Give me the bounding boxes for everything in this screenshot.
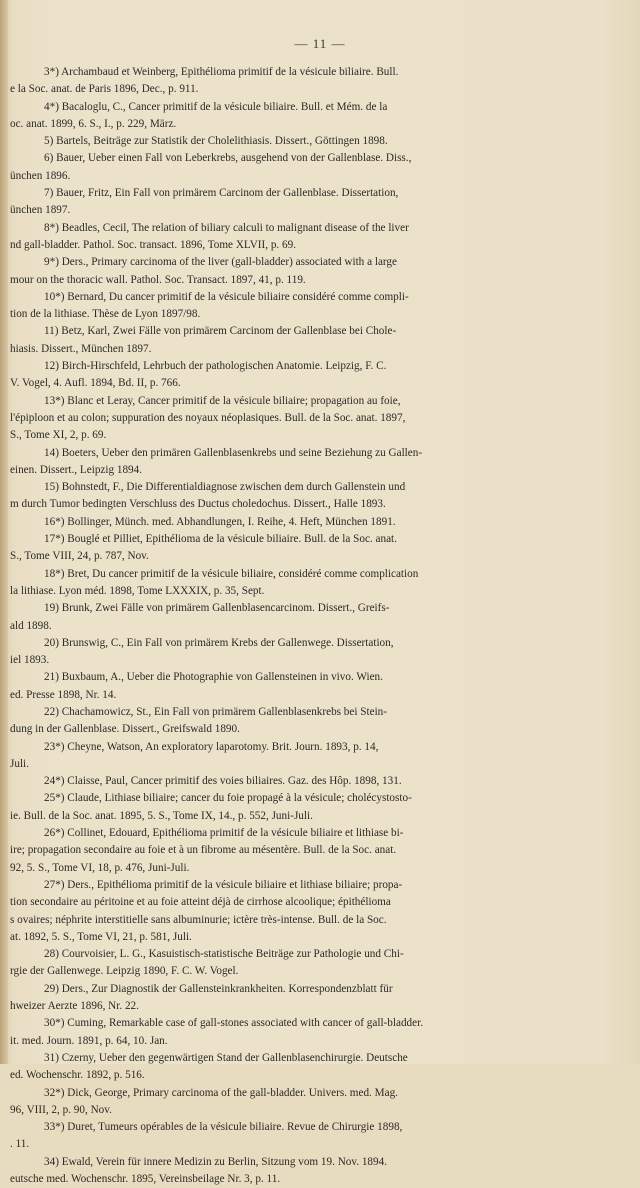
reference-entry	[10, 600, 626, 635]
reference-entry	[10, 220, 626, 255]
reference-first-line: 18*) Bret, Du cancer primitif de la vésicule biliaire, considéré comme complication	[44, 567, 419, 580]
reference-entry	[10, 358, 626, 393]
reference-first-line: 32*) Dick, George, Primary carcinoma of the gall-bladder. Univers. med. Mag.	[44, 1086, 398, 1099]
reference-first-line: 4*) Bacaloglu, C., Cancer primitif de la vésicule biliaire. Bull. et Mém. de la	[44, 100, 388, 113]
reference-first-line: 14) Boeters, Ueber den primären Gallenblasenkrebs und seine Beziehung zu Gallen-	[44, 446, 423, 459]
reference-first-line: 31) Czerny, Ueber den gegenwärtigen Stand der Gallenblasenchirurgie. Deutsche	[44, 1051, 408, 1064]
reference-entry	[10, 566, 626, 601]
reference-first-line: 29) Ders., Zur Diagnostik der Gallensteinkrankheiten. Korrespondenzblatt für	[44, 982, 393, 995]
reference-continuation-line: nd gall-bladder. Pathol. Soc. transact. 1896, Tome XLVII, p. 69.	[10, 238, 297, 251]
reference-first-line: 26*) Collinet, Edouard, Epithélioma primitif de la vésicule biliaire et lithiase bi-	[44, 827, 404, 840]
reference-entry	[10, 981, 626, 1016]
reference-entry	[10, 479, 626, 514]
reference-continuation-line: oc. anat. 1899, 6. S., I., p. 229, März.	[10, 117, 177, 130]
reference-continuation-line: dung in der Gallenblase. Dissert., Greifswald 1890.	[10, 723, 240, 736]
reference-entry	[10, 1154, 626, 1188]
reference-first-line: 21) Buxbaum, A., Ueber die Photographie von Gallensteinen in vivo. Wien.	[44, 671, 383, 684]
reference-entry	[10, 669, 626, 704]
reference-first-line: 30*) Cuming, Remarkable case of gall-stones associated with cancer of gall-bladder.	[44, 1017, 424, 1030]
reference-continuation-line: Juli.	[10, 757, 29, 770]
reference-entry	[10, 1015, 626, 1050]
reference-continuation-line: 96, VIII, 2, p. 90, Nov.	[10, 1103, 112, 1116]
reference-first-line: 23*) Cheyne, Watson, An exploratory laparotomy. Brit. Journ. 1893, p. 14,	[44, 740, 379, 753]
reference-continuation-line: at. 1892, 5. S., Tome VI, 21, p. 581, Juli.	[10, 930, 192, 943]
reference-entry	[10, 99, 626, 134]
reference-continuation-line: ed. Wochenschr. 1892, p. 516.	[10, 1069, 145, 1082]
reference-first-line: 3*) Archambaud et Weinberg, Epithélioma primitif de la vésicule biliaire. Bull.	[44, 66, 399, 78]
reference-first-line: 28) Courvoisier, L. G., Kasuistisch-statistische Beiträge zur Pathologie und Chi-	[44, 948, 404, 961]
reference-continuation-line: e la Soc. anat. de Paris 1896, Dec., p. 911.	[10, 83, 199, 96]
reference-entry	[10, 531, 626, 566]
reference-first-line: 19) Brunk, Zwei Fälle von primärem Gallenblasencarcinom. Dissert., Greifs-	[44, 602, 390, 615]
reference-continuation-line: ie. Bull. de la Soc. anat. 1895, 5. S., Tome IX, 14., p. 552, Juni-Juli.	[10, 809, 313, 822]
reference-first-line: 34) Ewald, Verein für innere Medizin zu Berlin, Sitzung vom 19. Nov. 1894.	[44, 1155, 388, 1168]
reference-entry	[10, 704, 626, 739]
reference-entry	[10, 254, 626, 289]
page-gutter	[0, 0, 8, 1064]
reference-continuation-line: iel 1893.	[10, 654, 50, 667]
reference-continuation-line: ünchen 1896.	[10, 169, 71, 182]
reference-continuation-line: eutsche med. Wochenschr. 1895, Vereinsbeilage Nr. 3, p. 11.	[10, 1173, 281, 1185]
reference-first-line: 8*) Beadles, Cecil, The relation of biliary calculi to malignant disease of the liver	[44, 221, 409, 234]
reference-first-line: 10*) Bernard, Du cancer primitif de la vésicule biliaire considéré comme compli-	[44, 290, 409, 303]
reference-list	[10, 64, 626, 1188]
reference-entry	[10, 289, 626, 324]
reference-continuation-line: ed. Presse 1898, Nr. 14.	[10, 688, 117, 701]
reference-first-line: 22) Chachamowicz, St., Ein Fall von primärem Gallenblasenkrebs bei Stein-	[44, 705, 387, 718]
reference-continuation-line: S., Tome VIII, 24, p. 787, Nov.	[10, 550, 149, 563]
reference-entry	[10, 635, 626, 670]
reference-first-line: 15) Bohnstedt, F., Die Differentialdiagnose zwischen dem durch Gallenstein und	[44, 481, 406, 494]
reference-entry	[10, 877, 626, 946]
reference-first-line: 20) Brunswig, C., Ein Fall von primärem Krebs der Gallenwege. Dissertation,	[44, 636, 394, 649]
reference-first-line: 24*) Claisse, Paul, Cancer primitif des voies biliaires. Gaz. des Hôp. 1898, 131.	[44, 775, 402, 788]
reference-entry	[10, 946, 626, 981]
reference-first-line: 16*) Bollinger, Münch. med. Abhandlungen, I. Reihe, 4. Heft, München 1891.	[44, 515, 396, 528]
reference-entry	[10, 150, 626, 185]
reference-entry	[10, 445, 626, 480]
reference-first-line: 7) Bauer, Fritz, Ein Fall von primärem Carcinom der Gallenblase. Dissertation,	[44, 187, 399, 200]
page-number: — 11 —	[294, 36, 346, 51]
reference-continuation-line: einen. Dissert., Leipzig 1894.	[10, 463, 143, 476]
reference-continuation-line: hiasis. Dissert., München 1897.	[10, 342, 152, 355]
reference-continuation-line: ünchen 1897.	[10, 204, 71, 217]
reference-entry	[10, 133, 626, 150]
reference-continuation-line: rgie der Gallenwege. Leipzig 1890, F. C. W. Vogel.	[10, 965, 239, 978]
reference-entry	[10, 1050, 626, 1085]
reference-entry	[10, 64, 626, 99]
reference-first-line: 6) Bauer, Ueber einen Fall von Leberkrebs, ausgehend von der Gallenblase. Diss.,	[44, 152, 412, 165]
reference-continuation-line: ire; propagation secondaire au foie et à un fibrome au mésentère. Bull. de la Soc. anat.	[10, 844, 397, 857]
reference-first-line: 27*) Ders., Epithélioma primitif de la vésicule biliaire et lithiase biliaire; propa-	[44, 878, 403, 891]
reference-continuation-line: hweizer Aerzte 1896, Nr. 22.	[10, 1000, 139, 1013]
reference-continuation-line: tion de la lithiase. Thèse de Lyon 1897/98.	[10, 308, 201, 321]
reference-continuation-line: mour on the thoracic wall. Pathol. Soc. Transact. 1897, 41, p. 119.	[10, 273, 306, 286]
reference-first-line: 25*) Claude, Lithiase biliaire; cancer du foie propagé à la vésicule; cholécystosto-	[44, 792, 412, 805]
reference-continuation-line: la lithiase. Lyon méd. 1898, Tome LXXXIX, p. 35, Sept.	[10, 584, 265, 597]
reference-first-line: 5) Bartels, Beiträge zur Statistik der Cholelithiasis. Dissert., Göttingen 1898.	[44, 135, 388, 148]
reference-continuation-line: l'épiploon et au colon; suppuration des noyaux néoplasiques. Bull. de la Soc. anat. 1897,	[10, 411, 406, 424]
reference-entry	[10, 393, 626, 445]
reference-entry	[10, 790, 626, 825]
reference-continuation-line: S., Tome XI, 2, p. 69.	[10, 429, 107, 442]
reference-first-line: 12) Birch-Hirschfeld, Lehrbuch der pathologischen Anatomie. Leipzig, F. C.	[44, 360, 387, 373]
reference-continuation-line: s ovaires; néphrite interstitielle sans albuminurie; ictère très-intense. Bull. de la Soc.	[10, 913, 387, 926]
reference-entry	[10, 773, 626, 790]
reference-first-line: 17*) Bouglé et Pilliet, Epithélioma de la vésicule biliaire. Bull. de la Soc. anat.	[44, 533, 397, 546]
reference-entry	[10, 1119, 626, 1154]
reference-first-line: 33*) Duret, Tumeurs opérables de la vésicule biliaire. Revue de Chirurgie 1898,	[44, 1121, 403, 1134]
reference-first-line: 11) Betz, Karl, Zwei Fälle von primärem Carcinom der Gallenblase bei Chole-	[44, 325, 397, 338]
reference-continuation-line: V. Vogel, 4. Aufl. 1894, Bd. II, p. 766.	[10, 377, 181, 390]
reference-entry	[10, 739, 626, 774]
reference-continuation-line: m durch Tumor bedingten Verschluss des Ductus choledochus. Dissert., Halle 1893.	[10, 498, 386, 511]
reference-entry	[10, 185, 626, 220]
reference-entry	[10, 323, 626, 358]
reference-continuation-line: . 11.	[10, 1138, 30, 1151]
reference-entry	[10, 825, 626, 877]
reference-first-line: 13*) Blanc et Leray, Cancer primitif de la vésicule biliaire; propagation au foie,	[44, 394, 401, 407]
reference-continuation-line: ald 1898.	[10, 619, 52, 632]
reference-continuation-line: it. med. Journ. 1891, p. 64, 10. Jan.	[10, 1034, 168, 1047]
reference-first-line: 9*) Ders., Primary carcinoma of the liver (gall-bladder) associated with a large	[44, 256, 397, 269]
reference-entry	[10, 1085, 626, 1120]
reference-continuation-line: tion secondaire au péritoine et au foie atteint déjà de cirrhose alcoolique; épithélioma	[10, 896, 391, 909]
reference-entry	[10, 514, 626, 531]
reference-continuation-line: 92, 5. S., Tome VI, 18, p. 476, Juni-Juli.	[10, 861, 190, 874]
